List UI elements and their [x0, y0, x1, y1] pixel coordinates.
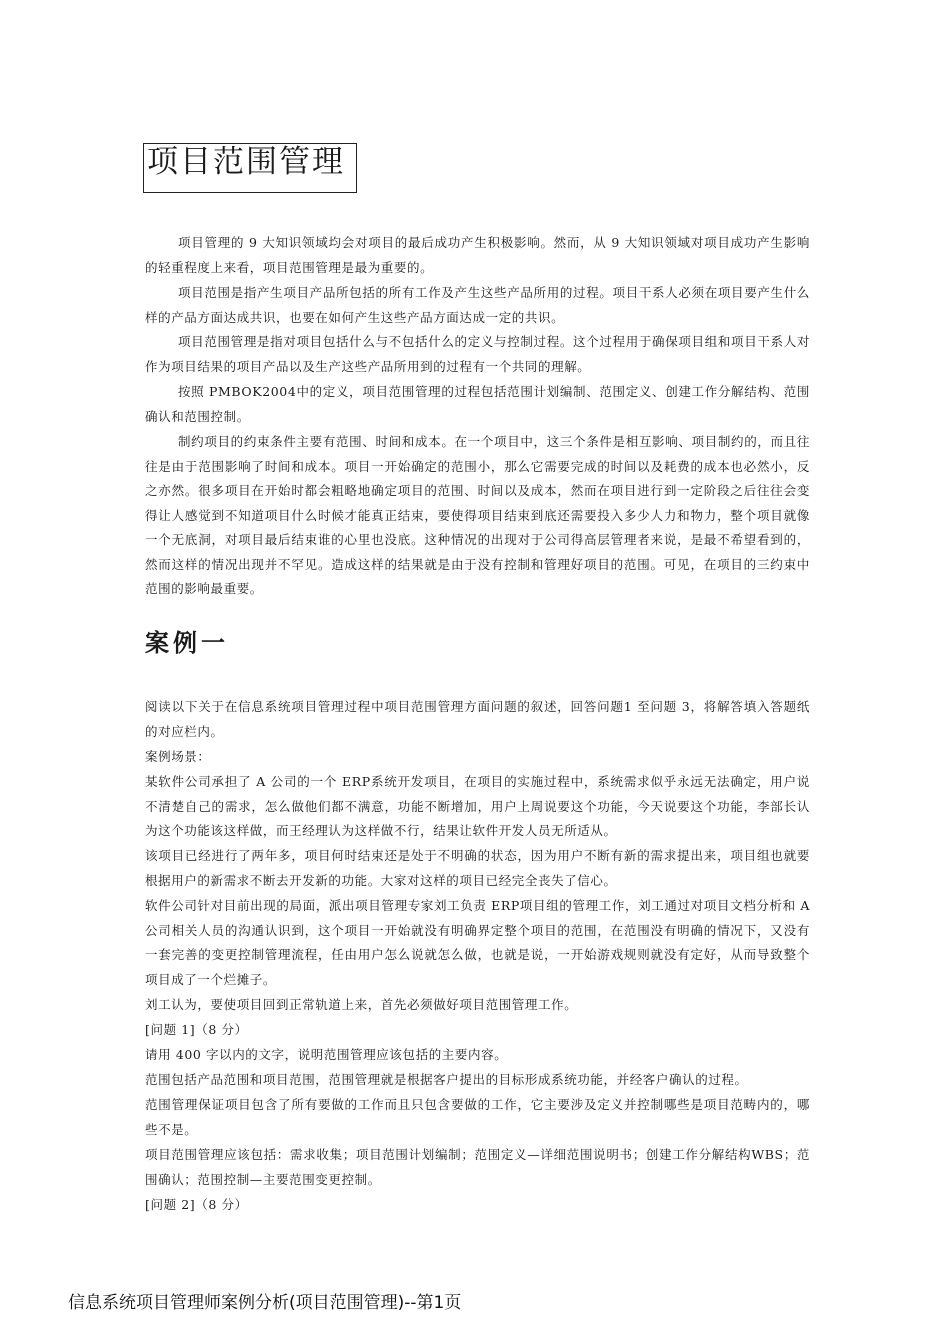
case-scene-paragraph-2: 该项目已经进行了两年多，项目何时结束还是处于不明确的状态，因为用户不断有新的需求提出来，项目组也就要根据用户的新需求不断去开发新的功能。大家对这样的项目已经完全丧失了信心。 [145, 848, 810, 888]
answer-paragraph-3: 项目范围管理应该包括：需求收集；项目范围计划编制；范围定义—详细范围说明书；创建工作分解结构WBS；范围确认；范围控制—主要范围变更控制。 [145, 1147, 810, 1187]
case-scene-paragraph-1: 某软件公司承担了 A 公司的一个 ERP系统开发项目，在项目的实施过程中，系统需求似乎永远无法确定，用户说不清楚自己的需求，怎么做他们都不满意，功能不断增加，用户上周说要这个功能，今天说要这个功能，李部长认为这个功能该这样做，而王经理认为这样做不行，结果让软件开发人员无所适从。 [145, 774, 810, 838]
intro-paragraph-1: 项目管理的 9 大知识领域均会对项目的最后成功产生积极影响。然而，从 9 大知识领域对项目成功产生影响的轻重程度上来看，项目范围管理是最为重要的。 [145, 235, 810, 275]
intro-paragraph-4: 按照 PMBOK2004中的定义，项目范围管理的过程包括范围计划编制、范围定义、创建工作分解结构、范围确认和范围控制。 [145, 384, 810, 424]
answer-paragraph-1: 范围包括产品范围和项目范围，范围管理就是根据客户提出的目标形成系统功能，并经客户确认的过程。 [145, 1072, 748, 1087]
page-footer: 信息系统项目管理师案例分析(项目范围管理)--第1页 [68, 1293, 462, 1313]
case-scene-paragraph-4: 刘工认为，要使项目回到正常轨道上来，首先必须做好项目范围管理工作。 [145, 997, 578, 1012]
case-instruction: 阅读以下关于在信息系统项目管理过程中项目范围管理方面问题的叙述，回答问题1 至问题 3，将解答填入答题纸的对应栏内。 [145, 699, 810, 739]
question-2-heading: [问题 2]（8 分） [145, 1197, 248, 1212]
case-title: 案例一 [145, 629, 229, 657]
intro-paragraph-2: 项目范围是指产生项目产品所包括的所有工作及产生这些产品所用的过程。项目干系人必须在项目要产生什么样的产品方面达成共识，也要在如何产生这些产品方面达成一定的共识。 [145, 285, 810, 325]
question-1-heading: [问题 1]（8 分） [145, 1022, 248, 1037]
question-1-prompt: 请用 400 字以内的文字，说明范围管理应该包括的主要内容。 [145, 1047, 508, 1062]
case-scene-label: 案例场景： [145, 749, 211, 764]
answer-paragraph-2: 范围管理保证项目包含了所有要做的工作而且只包含要做的工作，它主要涉及定义并控制哪些是项目范畴内的，哪些不是。 [145, 1097, 810, 1137]
page-title: 项目范围管理 [147, 144, 345, 180]
intro-paragraph-3: 项目范围管理是指对项目包括什么与不包括什么的定义与控制过程。这个过程用于确保项目组和项目干系人对作为项目结果的项目产品以及生产这些产品所用到的过程有一个共同的理解。 [145, 334, 810, 374]
case-scene-paragraph-3: 软件公司针对目前出现的局面，派出项目管理专家刘工负责 ERP项目组的管理工作，刘工通过对项目文档分析和 A 公司相关人员的沟通认识到，这个项目一开始就没有明确界定整个项目的范围，在范围没有明确的情况下，又没有一套完善的变更控制管理流程，任由用户怎么说就怎么做，也就是说，一开始游戏规则就没有定好，从而导致整个项目成了一个烂摊子。 [145, 898, 810, 987]
intro-paragraph-5: 制约项目的约束条件主要有范围、时间和成本。在一个项目中，这三个条件是相互影响、项目制约的，而且往往是由于范围影响了时间和成本。项目一开始确定的范围小，那么它需要完成的时间以及耗费的成本也必然小，反之亦然。很多项目在开始时都会粗略地确定项目的范围、时间以及成本，然而在项目进行到一定阶段之后往往会变得让人感觉到不知道项目什么时候才能真正结束，要使得项目结束到底还需要投入多少人力和物力，整个项目就像一个无底洞，对项目最后结束谁的心里也没底。这种情况的出现对于公司得高层管理者来说，是最不希望看到的，然而这样的情况出现并不罕见。造成这样的结果就是由于没有控制和管理好项目的范围。可见，在项目的三约束中范围的影响最重要。 [145, 434, 810, 596]
